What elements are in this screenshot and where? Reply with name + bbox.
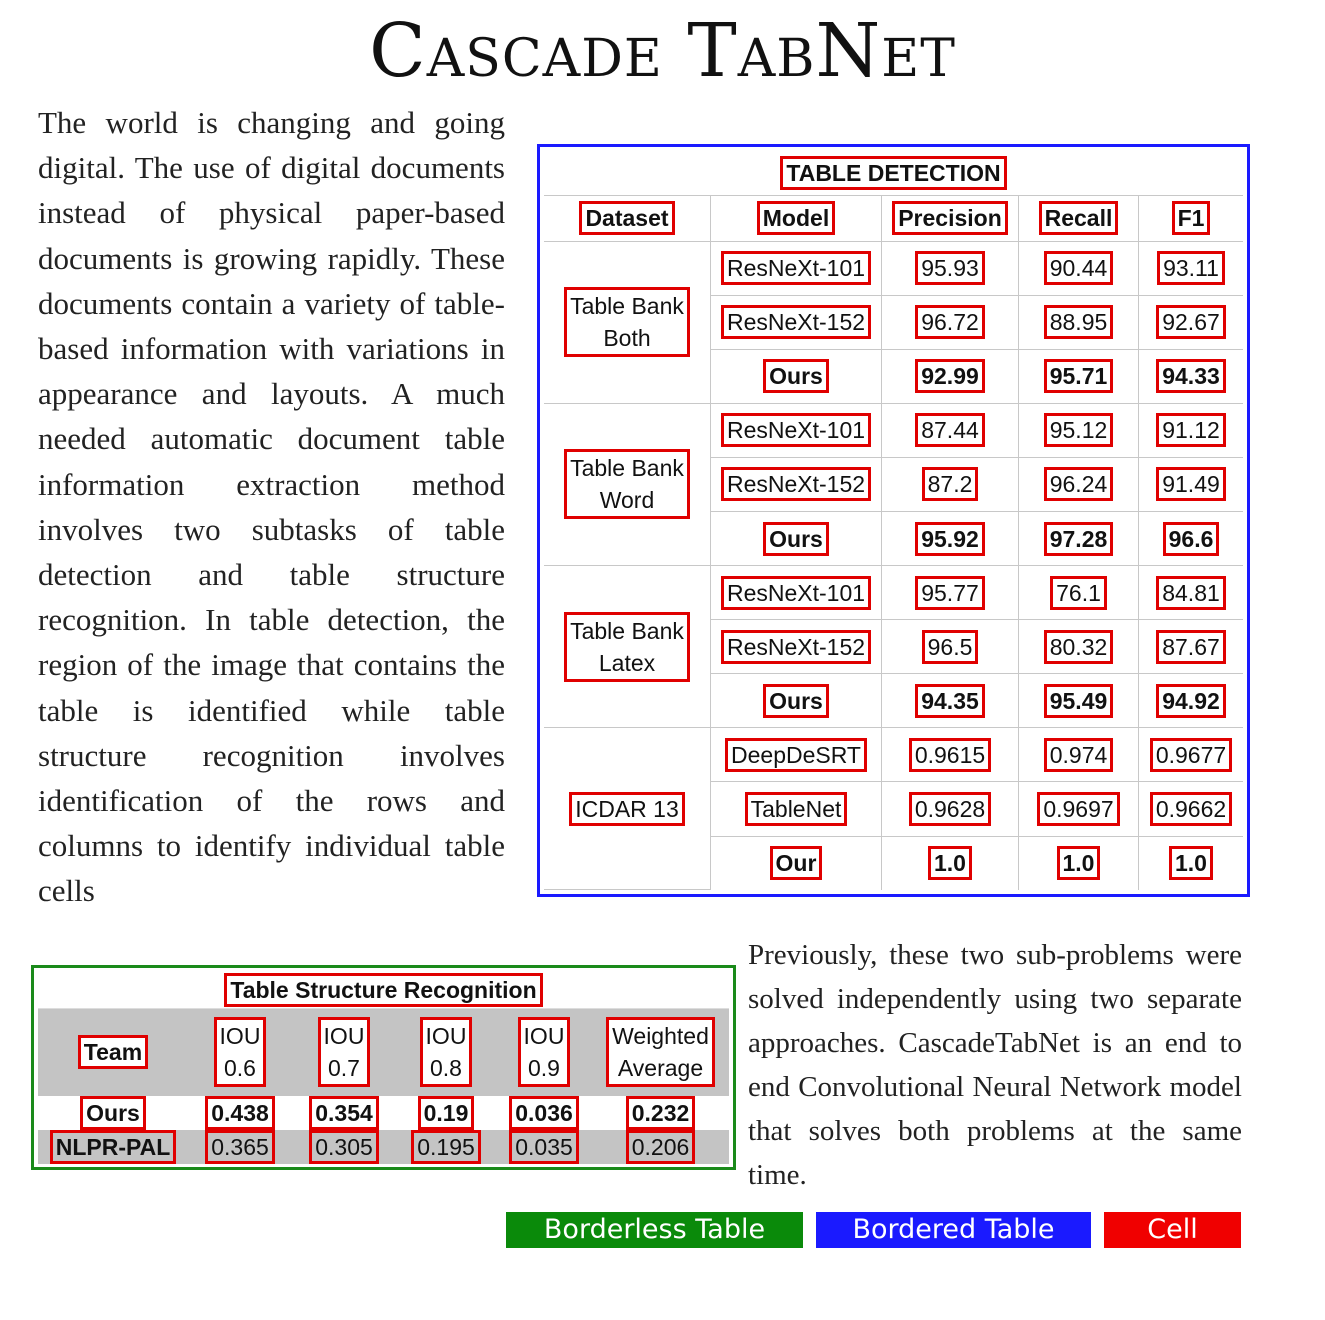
weighted-average-cell: 0.232: [626, 1096, 696, 1130]
table-structure-recognition: [38, 972, 729, 1164]
precision-cell: 87.2: [922, 467, 979, 501]
iou-cell: 0.035: [509, 1130, 579, 1164]
iou-cell: 0.305: [309, 1130, 379, 1164]
recall-cell: 1.0: [1057, 846, 1101, 880]
precision-cell: 94.35: [915, 684, 985, 718]
table-row: [544, 241, 1243, 295]
f1-cell: 0.9677: [1150, 738, 1232, 772]
iou-cell: 0.19: [418, 1096, 475, 1130]
iou-cell: 0.438: [205, 1096, 275, 1130]
dataset-cell: Table Bank Both: [564, 287, 690, 357]
model-cell: ResNeXt-152: [721, 630, 871, 664]
header-cell: IOU 0.7: [318, 1017, 371, 1087]
precision-cell: 95.77: [915, 576, 985, 610]
model-cell: ResNeXt-101: [721, 413, 871, 447]
table-row: [544, 728, 1243, 782]
model-cell: Our: [770, 846, 823, 880]
table-detection: [544, 151, 1243, 890]
f1-cell: 94.92: [1156, 684, 1226, 718]
header-cell: Recall: [1039, 201, 1119, 235]
table-row: [544, 403, 1243, 457]
legend-cell: Cell: [1104, 1212, 1241, 1248]
iou-cell: 0.365: [205, 1130, 275, 1164]
dataset-cell: Table Bank Word: [564, 449, 690, 519]
table-structure-panel: [31, 965, 736, 1170]
recall-cell: 95.71: [1044, 359, 1114, 393]
recall-cell: 0.9697: [1037, 792, 1119, 826]
header-cell: IOU 0.6: [214, 1017, 267, 1087]
recall-cell: 80.32: [1044, 630, 1114, 664]
f1-cell: 0.9662: [1150, 792, 1232, 826]
precision-cell: 0.9615: [909, 738, 991, 772]
model-cell: ResNeXt-152: [721, 467, 871, 501]
header-cell: F1: [1172, 201, 1211, 235]
f1-cell: 87.67: [1156, 630, 1226, 664]
weighted-average-cell: 0.206: [626, 1130, 696, 1164]
conclusion-paragraph: Previously, these two sub-problems were solved independently using two separate approaches. CascadeTabNet is an end to end Convolutional Neural Network model that solves both problems at the same time.: [748, 939, 1242, 1191]
recall-cell: 97.28: [1044, 522, 1114, 556]
recall-cell: 76.1: [1050, 576, 1107, 610]
header-cell: Precision: [892, 201, 1008, 235]
dataset-cell: ICDAR 13: [569, 792, 685, 826]
iou-cell: 0.354: [309, 1096, 379, 1130]
intro-paragraph: The world is changing and going digital. The use of digital documents instead of physical paper-based documents is growing rapidly. These documents contain a variety of table-based information with variations in appearance and layouts. A much needed automatic document table information extraction method involves two subtasks of table detection and table structure recognition. In table detection, the region of the image that contains the table is identified while table structure recognition involves identification of the rows and columns to identify individual table cells: [38, 105, 505, 909]
model-cell: Ours: [763, 522, 829, 556]
table-row: [38, 1130, 729, 1164]
table-caption: TABLE DETECTION: [780, 156, 1006, 190]
model-cell: ResNeXt-101: [721, 576, 871, 610]
f1-cell: 1.0: [1169, 846, 1213, 880]
recall-cell: 90.44: [1044, 251, 1114, 285]
model-cell: TableNet: [745, 792, 848, 826]
f1-cell: 96.6: [1163, 522, 1220, 556]
team-cell: NLPR-PAL: [50, 1130, 177, 1164]
table-row: [544, 566, 1243, 620]
precision-cell: 95.92: [915, 522, 985, 556]
header-cell: Weighted Average: [606, 1017, 715, 1087]
model-cell: ResNeXt-152: [721, 305, 871, 339]
iou-cell: 0.195: [411, 1130, 481, 1164]
f1-cell: 94.33: [1156, 359, 1226, 393]
precision-cell: 1.0: [928, 846, 972, 880]
f1-cell: 93.11: [1157, 251, 1225, 285]
recall-cell: 88.95: [1044, 305, 1114, 339]
table-detection-panel: [537, 144, 1250, 897]
recall-cell: 95.12: [1044, 413, 1114, 447]
legend-borderless-table: Borderless Table: [506, 1212, 803, 1248]
iou-cell: 0.036: [509, 1096, 579, 1130]
team-cell: Ours: [80, 1096, 146, 1130]
precision-cell: 92.99: [915, 359, 985, 393]
f1-cell: 92.67: [1156, 305, 1226, 339]
f1-cell: 91.49: [1156, 467, 1226, 501]
f1-cell: 84.81: [1156, 576, 1226, 610]
header-cell: Team: [78, 1035, 148, 1069]
recall-cell: 96.24: [1044, 467, 1114, 501]
precision-cell: 95.93: [915, 251, 985, 285]
poster-title: Cascade TabNet: [369, 8, 956, 94]
table-header-row: [38, 1008, 729, 1096]
precision-cell: 0.9628: [909, 792, 991, 826]
header-cell: Dataset: [579, 201, 674, 235]
table-row: [38, 1096, 729, 1130]
recall-cell: 0.974: [1044, 738, 1114, 772]
model-cell: Ours: [763, 684, 829, 718]
dataset-cell: Table Bank Latex: [564, 612, 690, 682]
legend-bordered-table: Bordered Table: [816, 1212, 1091, 1248]
model-cell: ResNeXt-101: [721, 251, 871, 285]
model-cell: Ours: [763, 359, 829, 393]
precision-cell: 87.44: [915, 413, 985, 447]
header-cell: Model: [757, 201, 835, 235]
table-header-row: [544, 195, 1243, 241]
header-cell: IOU 0.8: [420, 1017, 473, 1087]
header-cell: IOU 0.9: [518, 1017, 571, 1087]
f1-cell: 91.12: [1156, 413, 1226, 447]
model-cell: DeepDeSRT: [725, 738, 867, 772]
precision-cell: 96.5: [922, 630, 979, 664]
table-caption: Table Structure Recognition: [224, 973, 542, 1007]
recall-cell: 95.49: [1044, 684, 1114, 718]
precision-cell: 96.72: [915, 305, 985, 339]
